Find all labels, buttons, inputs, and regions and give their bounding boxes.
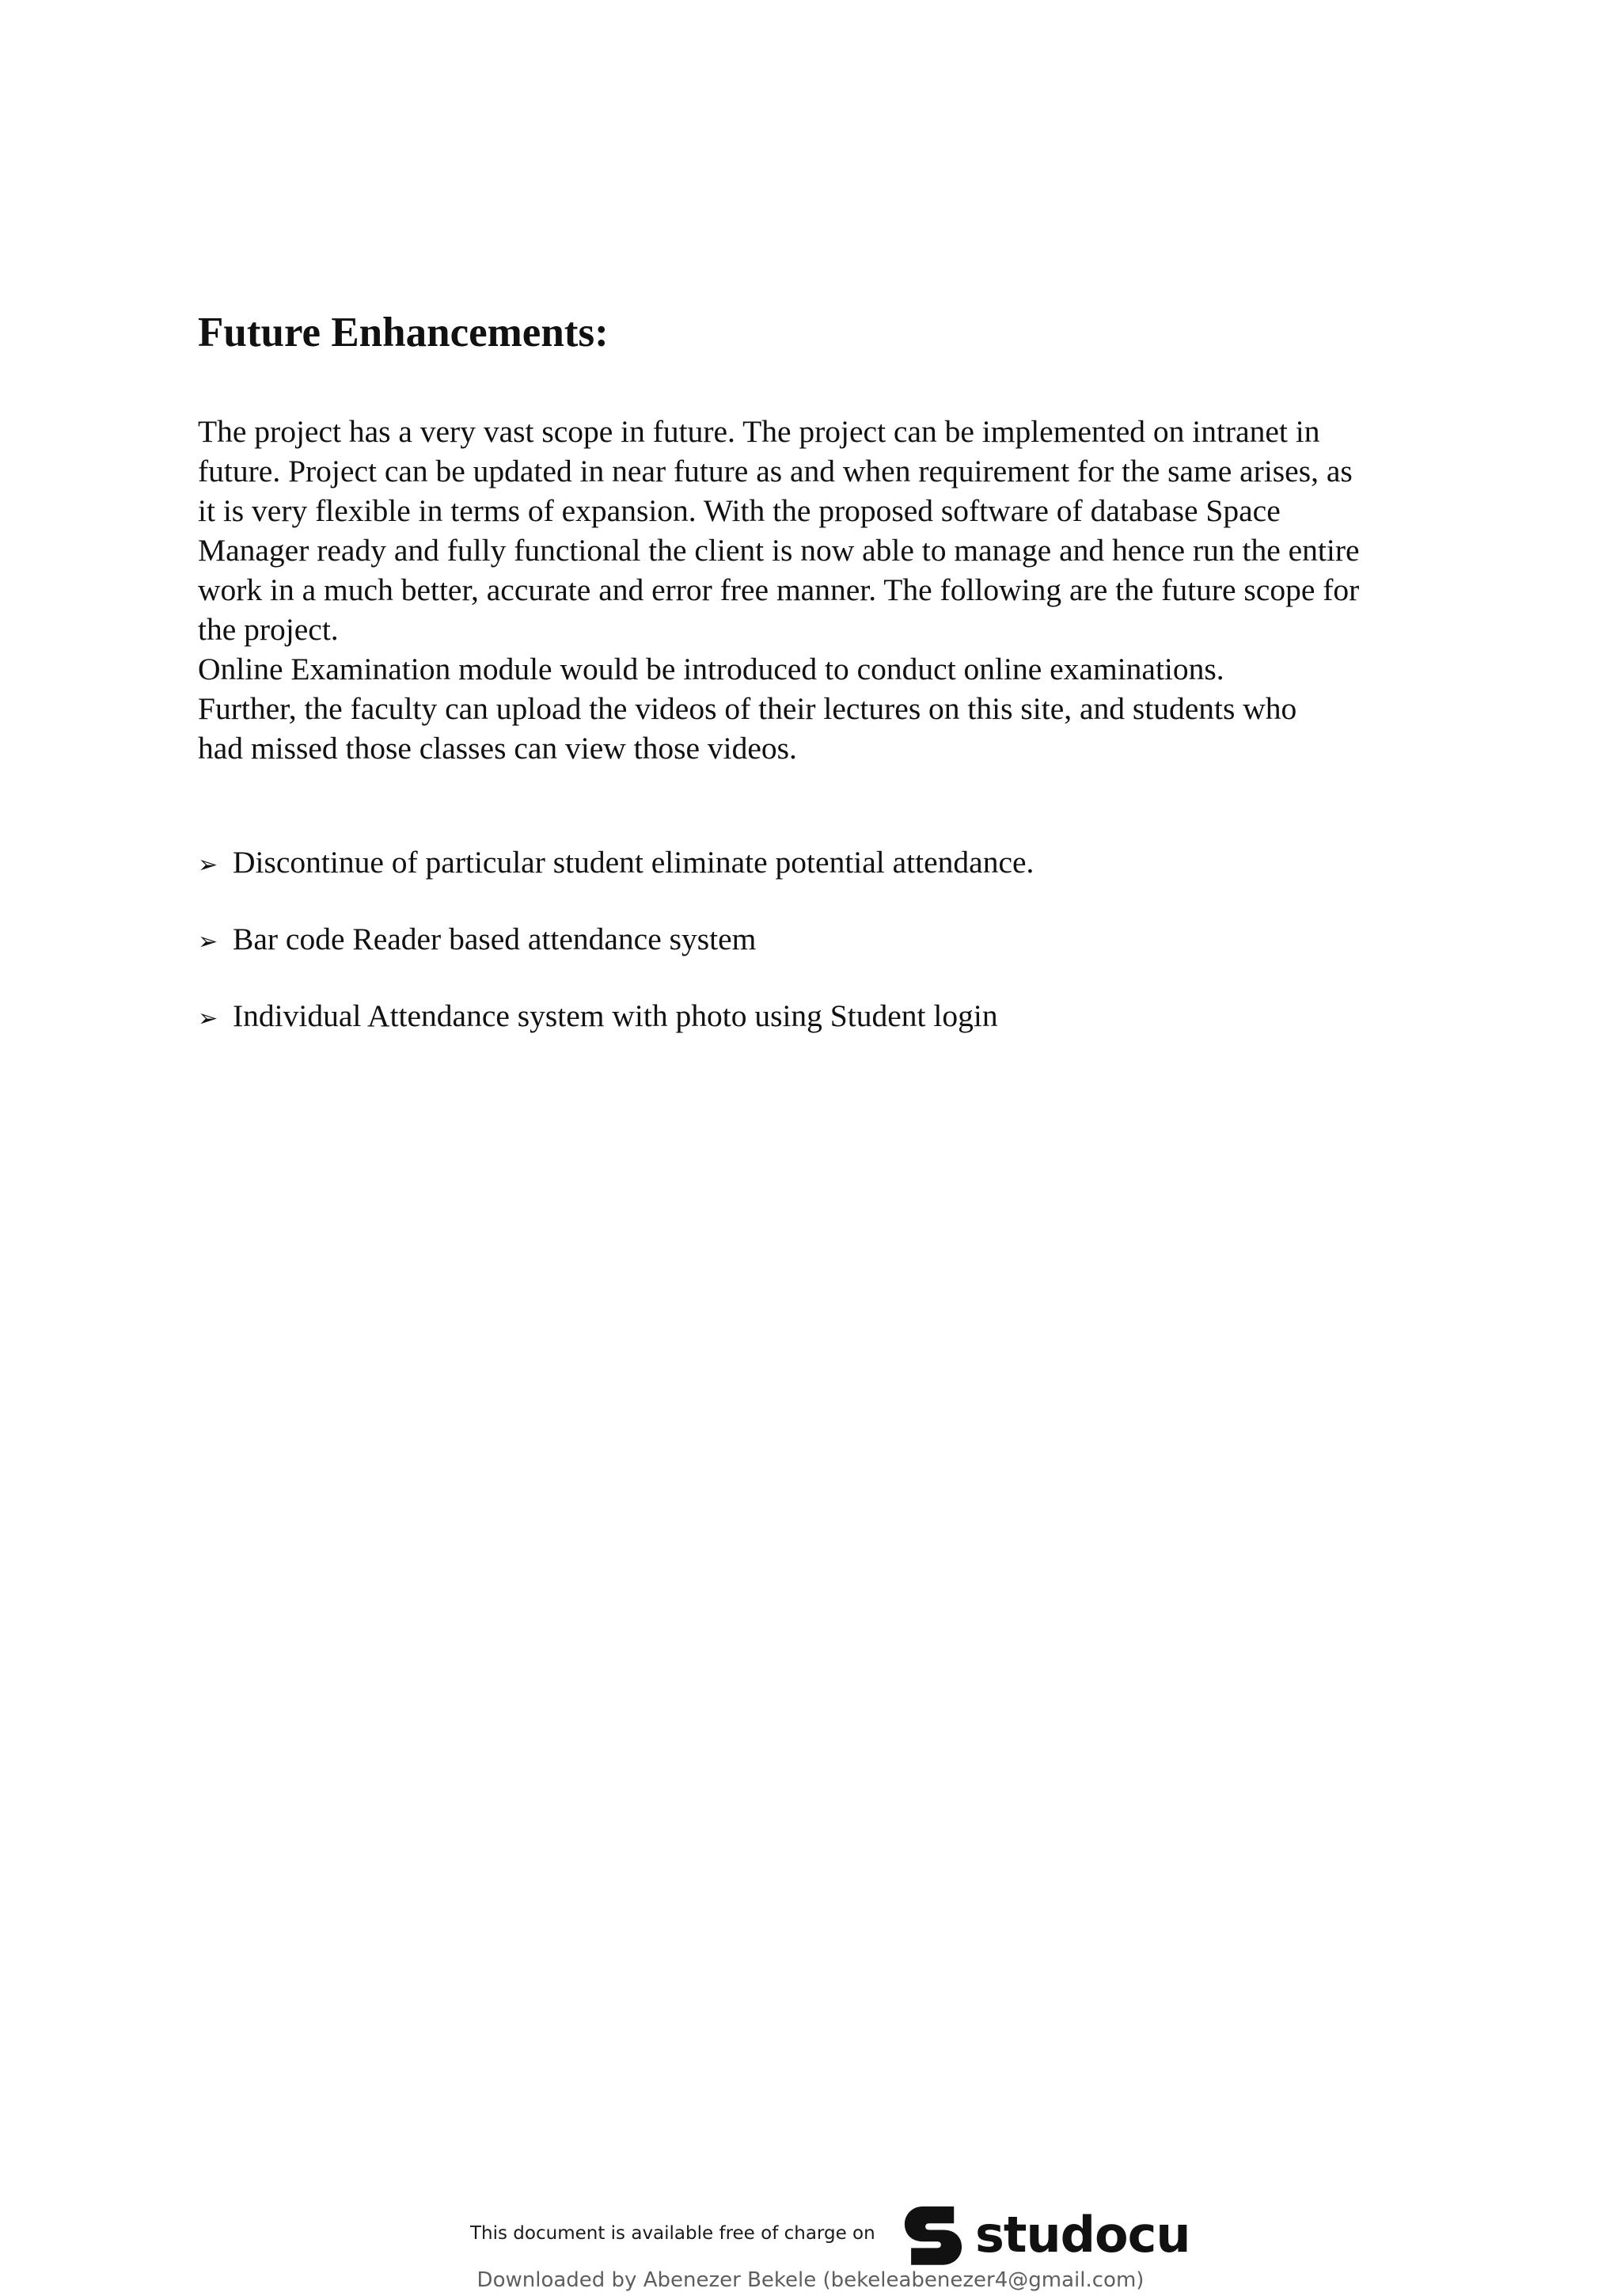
list-item [198,842,1034,882]
arrow-bullet-icon: ➢ [198,851,218,879]
page-heading: Future Enhancements: [198,310,609,355]
paragraph-line: Online Examination module would be introduced to conduct online examinations. [198,652,1224,686]
list-item-text: Individual Attendance system with photo using Student login [233,998,998,1033]
paragraph-line: Further, the faculty can upload the videos of their lectures on this site, and students who [198,691,1297,726]
studocu-logo-icon [901,2203,966,2267]
paragraph-line: had missed those classes can view those videos. [198,731,797,766]
arrow-bullet-icon: ➢ [198,1005,218,1032]
page-footer [0,2185,1621,2296]
paragraph-line: the project. [198,612,339,647]
availability-notice: This document is available free of charge on [470,2223,875,2244]
body-paragraph [198,412,1464,768]
list-item-text: Bar code Reader based attendance system [233,922,757,956]
list-item-text: Discontinue of particular student eliminate potential attendance. [233,845,1034,880]
arrow-bullet-icon: ➢ [198,928,218,956]
download-attribution: Downloaded by Abenezer Bekele (bekeleabenezer4@gmail.com) [476,2268,1145,2292]
paragraph-line: Manager ready and fully functional the client is now able to manage and hence run the entire [198,533,1360,568]
enhancements-list [198,842,1034,1073]
paragraph-line: The project has a very vast scope in future. The project can be implemented on intranet in [198,414,1320,449]
studocu-logo[interactable] [901,2199,1190,2271]
paragraph-line: future. Project can be updated in near future as and when requirement for the same arises, as [198,454,1353,488]
paragraph-line: it is very flexible in terms of expansion. With the proposed software of database Space [198,493,1281,528]
paragraph-line: work in a much better, accurate and error free manner. The following are the future scope for [198,572,1360,607]
studocu-wordmark: studocu [975,2206,1190,2264]
list-item [198,919,1034,959]
list-item [198,996,1034,1036]
